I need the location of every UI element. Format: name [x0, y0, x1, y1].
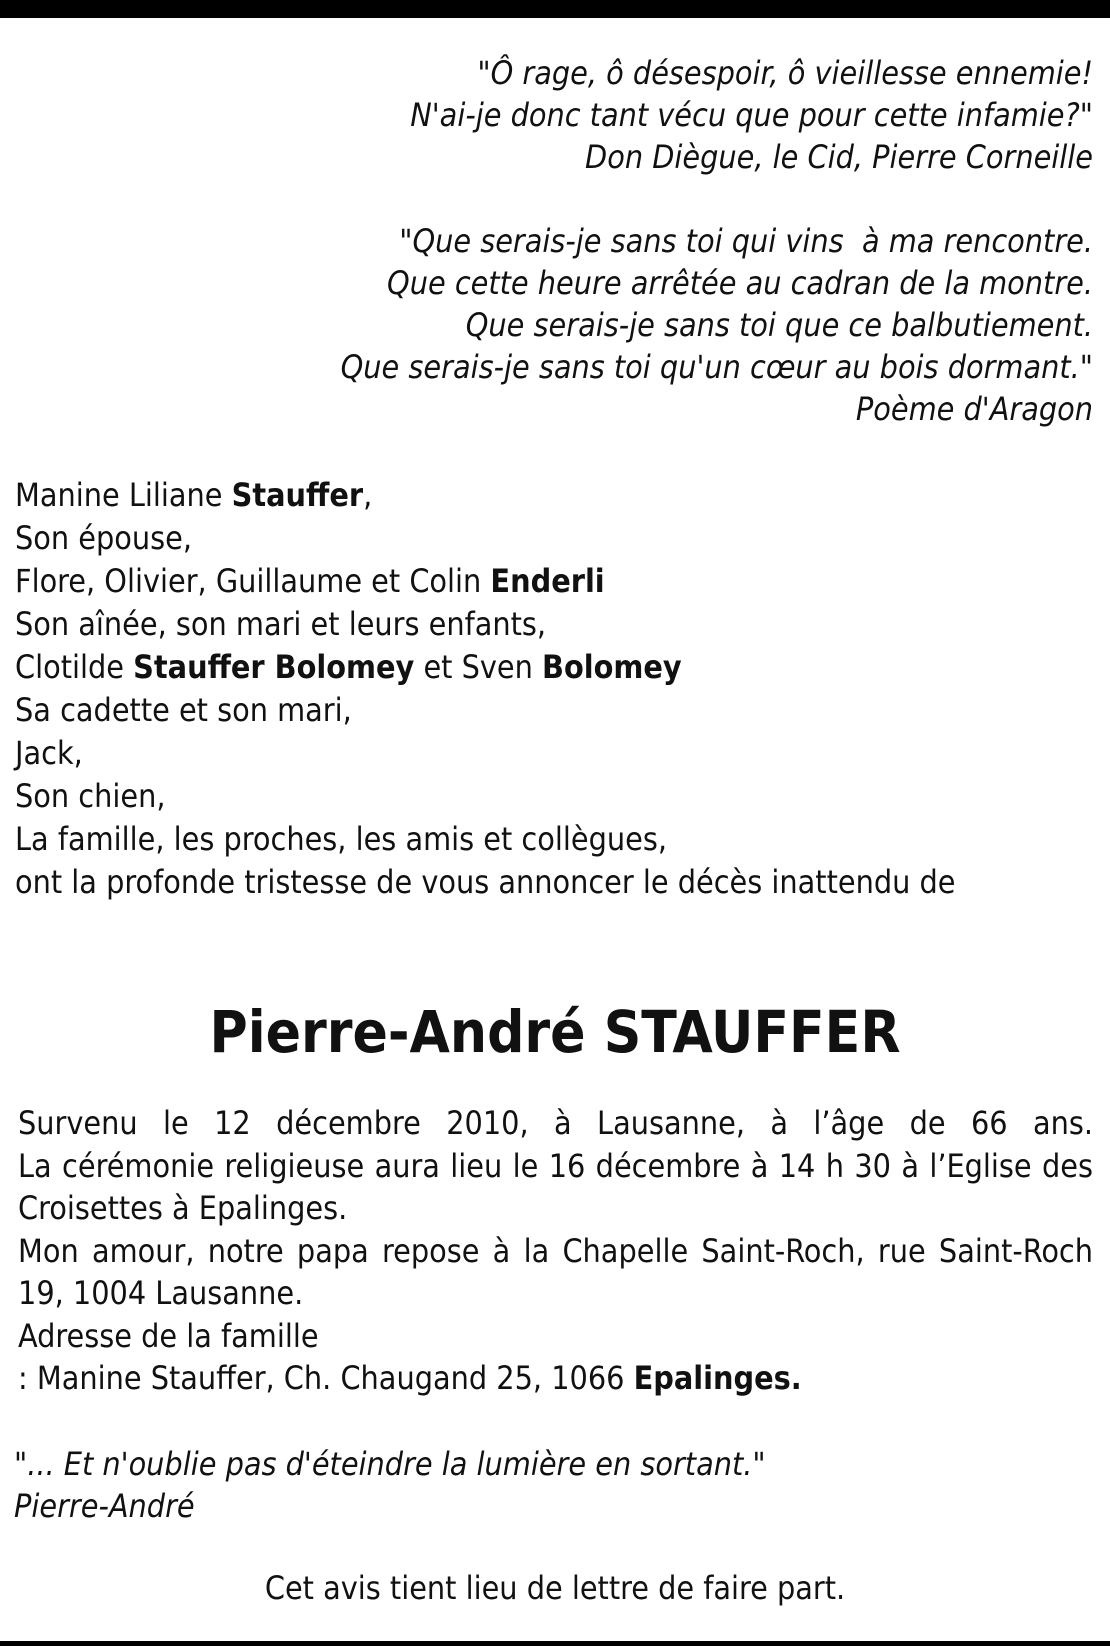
younger-husband-last-name: Bolomey	[542, 648, 682, 686]
younger-and: et Sven	[414, 648, 542, 686]
eldest-names: Flore, Olivier, Guillaume et Colin	[15, 562, 491, 600]
family-line-dog: Jack,	[15, 734, 83, 772]
family-list	[15, 474, 1095, 904]
footer-note: Cet avis tient lieu de lettre de faire part.	[264, 1569, 846, 1607]
quote-attribution: Poème d'Aragon	[855, 390, 1093, 428]
wife-first-name: Manine Liliane	[15, 476, 232, 514]
wife-comma: ,	[363, 476, 373, 514]
quote-line: Que serais-je sans toi que ce balbutiement.	[465, 306, 1093, 344]
address-city: Epalinges.	[633, 1359, 802, 1397]
eldest-last-name: Enderli	[490, 562, 605, 600]
closing-quote-author: Pierre-André	[14, 1487, 195, 1525]
family-line-younger	[15, 646, 1095, 689]
closing-quote	[14, 1443, 766, 1527]
bottom-rule	[0, 1641, 1110, 1646]
details-line: La cérémonie religieuse aura lieu le 16 décembre à 14 h 30 à l’Eglise des	[18, 1146, 1093, 1185]
younger-first-name: Clotilde	[15, 648, 134, 686]
quote-aragon	[93, 220, 1093, 430]
deceased-name: Pierre-André STAUFFER	[209, 998, 901, 1066]
quote-line: N'ai-je donc tant vécu que pour cette infamie?"	[410, 96, 1093, 134]
details-line: 19, 1004 Lausanne.	[18, 1274, 304, 1312]
closing-quote-text: "... Et n'oublie pas d'éteindre la lumière en sortant."	[14, 1445, 766, 1483]
ceremony-details	[18, 1102, 1093, 1400]
details-line: Survenu le 12 décembre 2010, à Lausanne, à l’âge de 66 ans.	[18, 1104, 1093, 1142]
quote-line: Que cette heure arrêtée au cadran de la montre.	[387, 264, 1093, 302]
family-role: Son chien,	[15, 777, 166, 815]
details-line: Mon amour, notre papa repose à la Chapelle Saint-Roch, rue Saint-Roch	[18, 1231, 1093, 1270]
family-line-others: La famille, les proches, les amis et collègues,	[15, 820, 667, 858]
details-line: Croisettes à Epalinges.	[18, 1189, 348, 1227]
quote-line: Que serais-je sans toi qu'un cœur au bois dormant."	[340, 348, 1093, 386]
announcement-text: ont la profonde tristesse de vous annoncer le décès inattendu de	[15, 863, 956, 901]
quote-attribution: Don Diègue, le Cid, Pierre Corneille	[585, 138, 1093, 176]
family-role: Son aînée, son mari et leurs enfants,	[15, 605, 547, 643]
family-line-wife	[15, 474, 1095, 517]
address-text: : Manine Stauffer, Ch. Chaugand 25, 1066	[18, 1359, 634, 1397]
family-role: Son épouse,	[15, 519, 192, 557]
quote-corneille	[93, 52, 1093, 178]
top-rule	[0, 0, 1110, 18]
details-line: Adresse de la famille	[18, 1316, 319, 1355]
wife-last-name: Stauffer	[231, 476, 364, 514]
family-line-eldest	[15, 560, 1095, 603]
family-role: Sa cadette et son mari,	[15, 691, 352, 729]
younger-last-name: Stauffer Bolomey	[133, 648, 415, 686]
family-address	[18, 1357, 1093, 1400]
quote-line: "Ô rage, ô désespoir, ô vieillesse ennemie!	[477, 54, 1093, 92]
quote-line: "Que serais-je sans toi qui vins à ma rencontre.	[399, 222, 1093, 260]
